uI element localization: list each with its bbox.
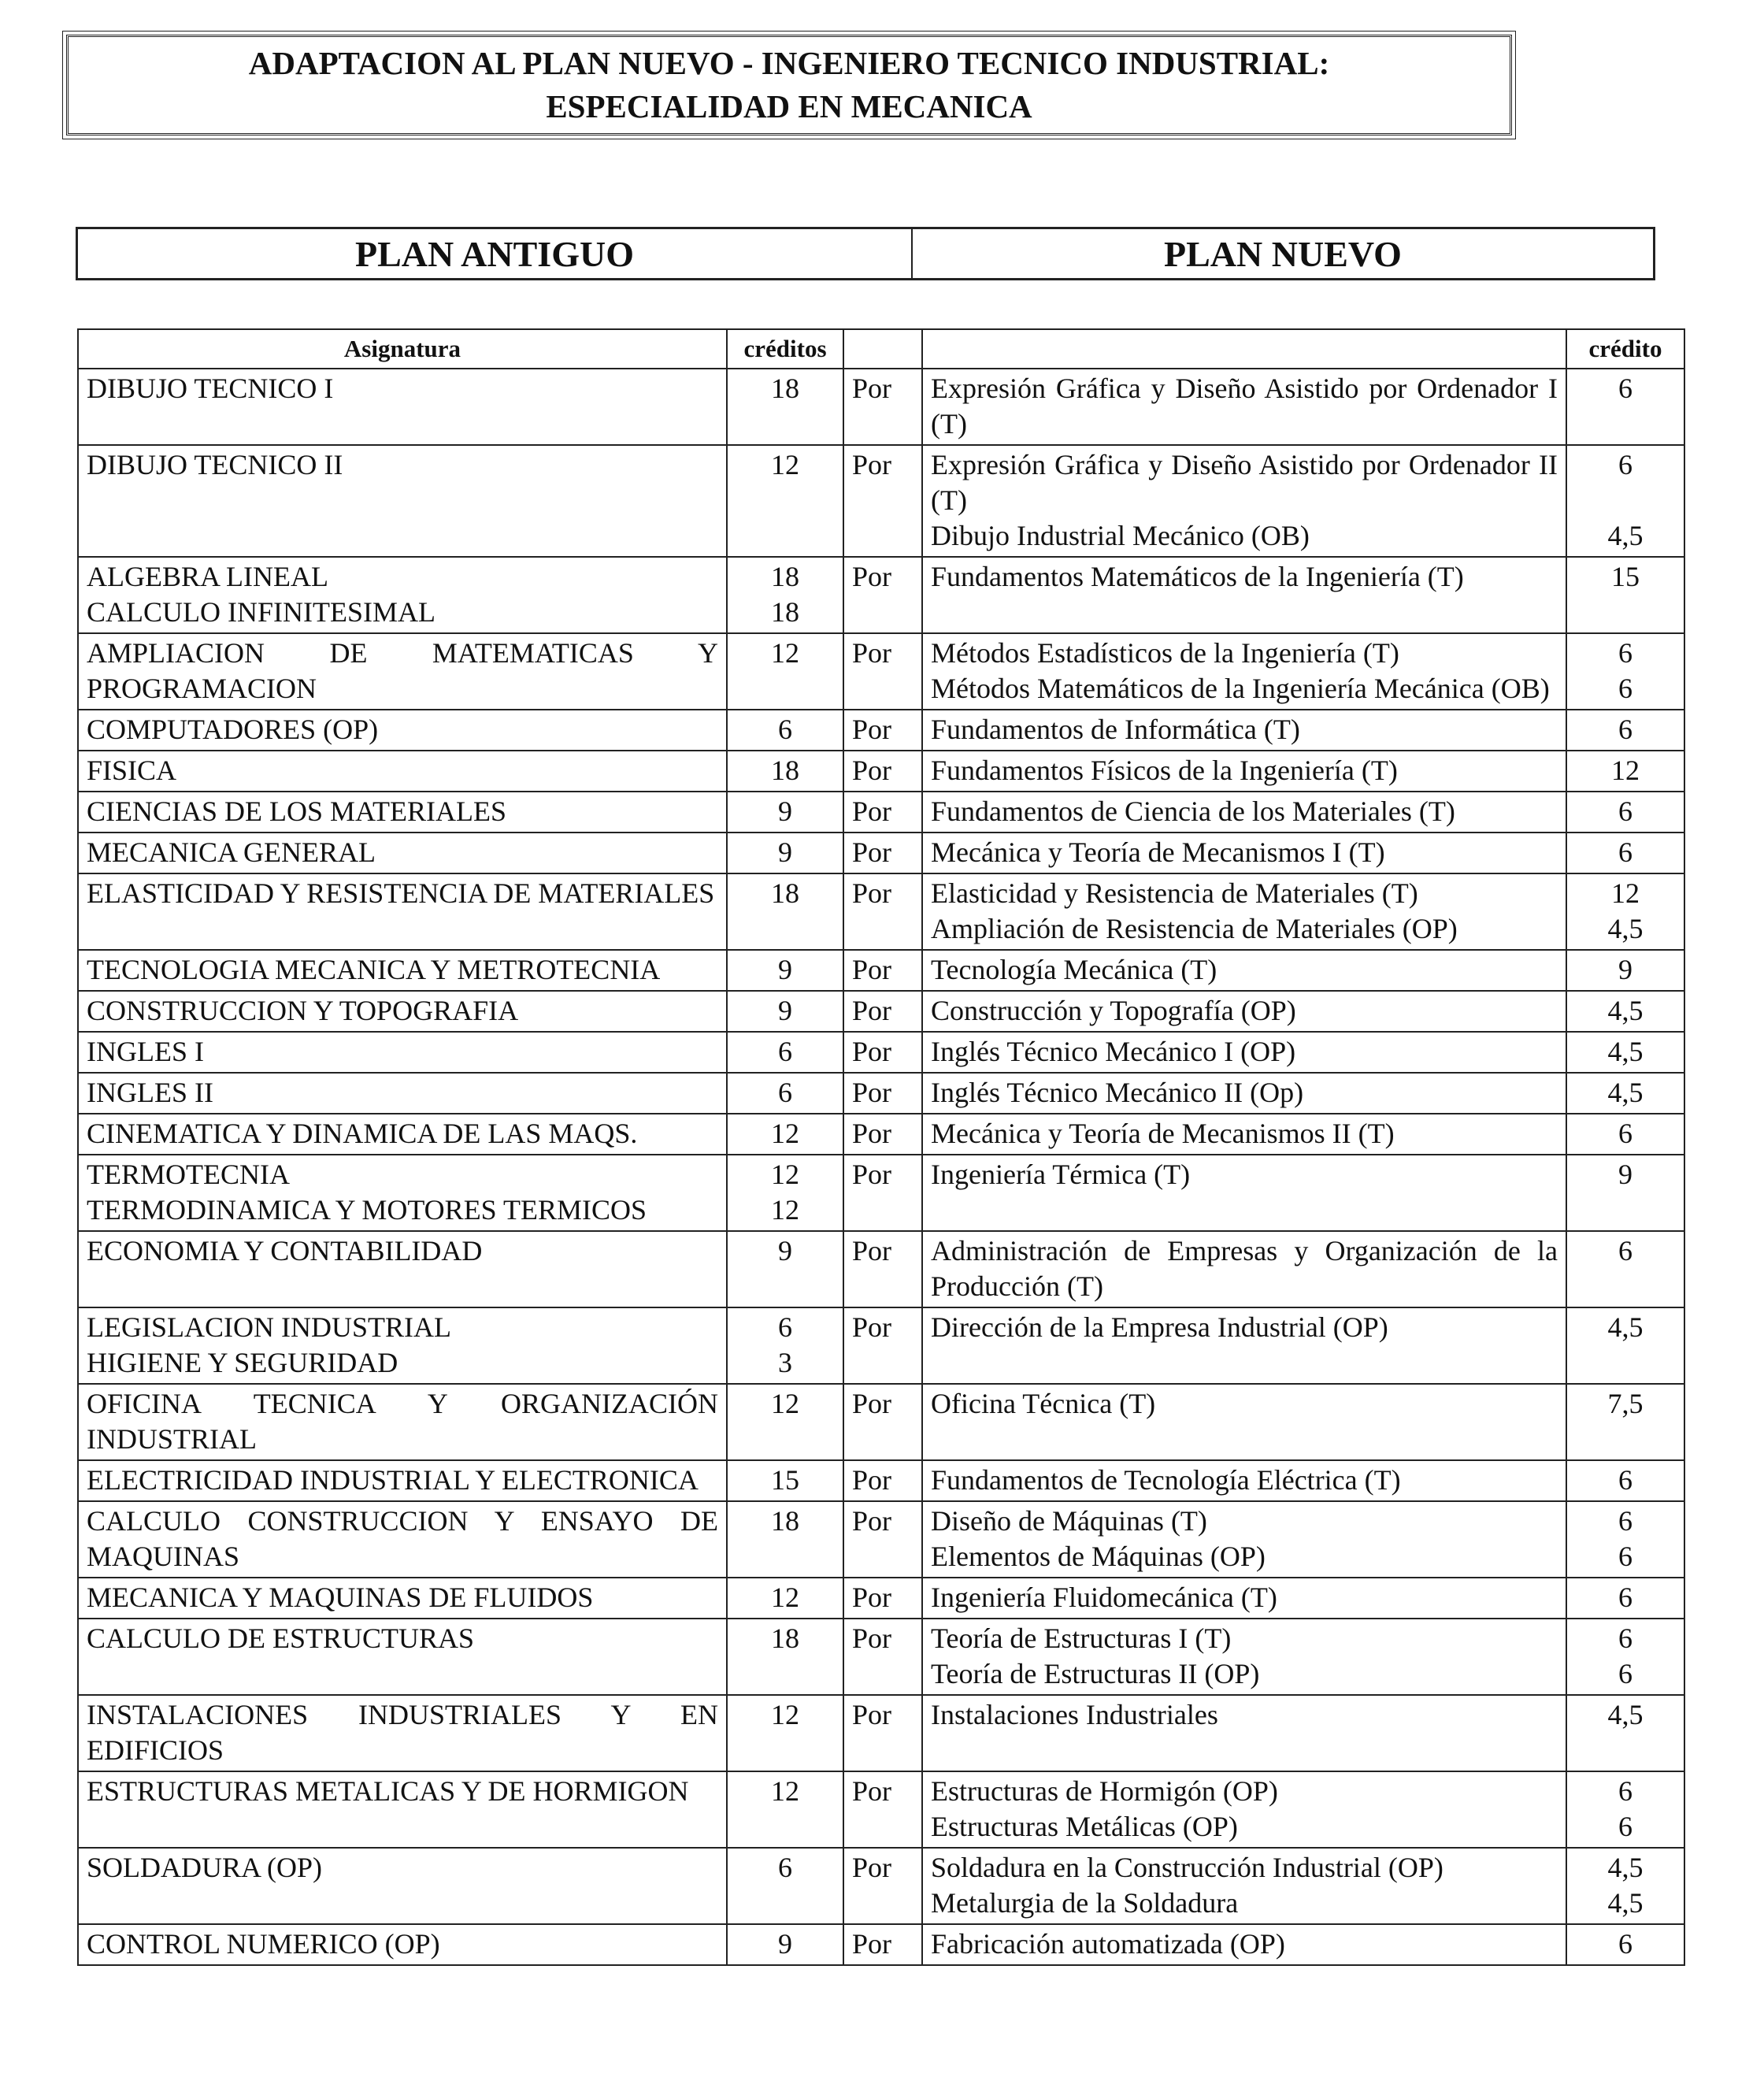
old-subject-cell-line: TERMODINAMICA Y MOTORES TERMICOS [87, 1194, 647, 1226]
new-credits-cell [1566, 1307, 1684, 1384]
table-row [78, 633, 1684, 710]
old-credits-cell-line: 12 [771, 1699, 799, 1730]
por-cell: Por [843, 751, 922, 792]
new-credits-cell-line: 6 [1618, 1622, 1632, 1654]
old-credits-cell [727, 1578, 843, 1619]
new-credits-cell [1566, 1114, 1684, 1155]
old-subject-cell [78, 1848, 727, 1924]
old-subject-cell [78, 1155, 727, 1231]
new-subject-cell [922, 369, 1566, 445]
new-credits-cell [1566, 873, 1684, 950]
table-row [78, 1114, 1684, 1155]
old-credits-cell [727, 1924, 843, 1965]
new-credits-cell [1566, 557, 1684, 633]
new-subject-cell-line: Ingeniería Fluidomecánica (T) [931, 1582, 1277, 1613]
old-credits-cell [727, 369, 843, 445]
old-subject-cell [78, 557, 727, 633]
por-cell: Por [843, 792, 922, 833]
old-credits-cell [727, 792, 843, 833]
new-subject-cell [922, 1848, 1566, 1924]
new-subject-cell-line: Elasticidad y Resistencia de Materiales (T) [931, 877, 1418, 909]
new-subject-cell [922, 950, 1566, 991]
old-subject-cell-line: DIBUJO TECNICO I [87, 373, 334, 404]
new-credits-cell-line: 4,5 [1607, 1852, 1644, 1883]
old-credits-cell [727, 1848, 843, 1924]
old-credits-cell-line: 9 [778, 795, 792, 827]
new-subject-cell-line: Ampliación de Resistencia de Materiales (OP) [931, 913, 1458, 944]
old-subject-cell-line: DIBUJO TECNICO II [87, 449, 343, 480]
old-credits-cell-line: 6 [778, 1311, 792, 1343]
new-credits-cell-line: 6 [1618, 449, 1632, 480]
old-credits-cell-line: 9 [778, 954, 792, 985]
por-cell: Por [843, 1073, 922, 1114]
new-subject-cell [922, 1307, 1566, 1384]
new-subject-cell [922, 1578, 1566, 1619]
old-subject-cell [78, 1771, 727, 1848]
new-credits-cell-line: 6 [1618, 1928, 1632, 1960]
old-credits-cell-line: 9 [778, 1928, 792, 1960]
table-row [78, 792, 1684, 833]
old-credits-cell-line: 3 [778, 1347, 792, 1378]
old-subject-cell-line: ECONOMIA Y CONTABILIDAD [87, 1235, 483, 1266]
new-subject-cell-line: Métodos Estadísticos de la Ingeniería (T) [931, 637, 1399, 669]
new-credits-cell-line: 4,5 [1607, 520, 1644, 551]
new-subject-cell [922, 1155, 1566, 1231]
old-credits-cell-line: 9 [778, 1235, 792, 1266]
table-row [78, 710, 1684, 751]
por-cell: Por [843, 1695, 922, 1771]
new-credits-cell-line: 6 [1618, 795, 1632, 827]
new-credits-cell-line: 6 [1618, 1811, 1632, 1842]
new-credits-cell-line: 4,5 [1607, 1311, 1644, 1343]
old-credits-cell [727, 1501, 843, 1578]
new-credits-cell-line: 6 [1618, 1582, 1632, 1613]
old-subject-cell-line: CALCULO CONSTRUCCION Y ENSAYO DE MAQUINAS [87, 1505, 718, 1572]
new-credits-cell [1566, 1073, 1684, 1114]
old-subject-cell-line: CIENCIAS DE LOS MATERIALES [87, 795, 507, 827]
old-credits-cell-line: 18 [771, 877, 799, 909]
old-subject-cell-line: MECANICA GENERAL [87, 836, 376, 868]
new-subject-cell-line: Dibujo Industrial Mecánico (OB) [931, 520, 1310, 551]
new-credits-cell-line: 9 [1618, 1159, 1632, 1190]
table-row [78, 1073, 1684, 1114]
new-credits-cell [1566, 950, 1684, 991]
old-subject-cell [78, 950, 727, 991]
new-subject-cell-line: Fundamentos de Informática (T) [931, 714, 1300, 745]
old-subject-cell [78, 1695, 727, 1771]
new-credits-cell [1566, 1384, 1684, 1460]
new-credits-cell-line: 6 [1618, 1464, 1632, 1496]
table-row [78, 1501, 1684, 1578]
por-cell: Por [843, 369, 922, 445]
new-subject-cell [922, 1231, 1566, 1307]
table-body [78, 369, 1684, 1965]
old-credits-cell [727, 873, 843, 950]
table-row [78, 833, 1684, 873]
por-cell: Por [843, 1501, 922, 1578]
new-subject-cell-line: Tecnología Mecánica (T) [931, 954, 1217, 985]
por-cell: Por [843, 1384, 922, 1460]
table-row [78, 369, 1684, 445]
new-subject-cell [922, 1114, 1566, 1155]
old-subject-cell-line: FISICA [87, 755, 177, 786]
table-row [78, 991, 1684, 1032]
old-subject-cell [78, 1501, 727, 1578]
new-credits-cell-line: 6 [1618, 1541, 1632, 1572]
old-subject-cell [78, 1578, 727, 1619]
new-subject-cell [922, 1501, 1566, 1578]
new-credits-cell [1566, 369, 1684, 445]
new-credits-cell [1566, 1771, 1684, 1848]
old-subject-cell-line: MECANICA Y MAQUINAS DE FLUIDOS [87, 1582, 594, 1613]
new-subject-cell [922, 1384, 1566, 1460]
old-subject-cell [78, 710, 727, 751]
old-subject-cell [78, 751, 727, 792]
por-cell: Por [843, 1114, 922, 1155]
new-credits-cell [1566, 1848, 1684, 1924]
table-row [78, 1924, 1684, 1965]
por-cell: Por [843, 991, 922, 1032]
old-subject-cell-line: LEGISLACION INDUSTRIAL [87, 1311, 451, 1343]
old-credits-cell [727, 833, 843, 873]
new-credits-cell-line: 12 [1611, 755, 1640, 786]
old-credits-cell [727, 1231, 843, 1307]
por-cell: Por [843, 1619, 922, 1695]
header-creditos: créditos [727, 329, 843, 369]
new-subject-cell [922, 633, 1566, 710]
old-subject-cell [78, 991, 727, 1032]
new-subject-cell-line: Construcción y Topografía (OP) [931, 995, 1296, 1026]
old-credits-cell-line: 18 [771, 561, 799, 592]
new-credits-cell [1566, 991, 1684, 1032]
table-row [78, 1032, 1684, 1073]
old-credits-cell [727, 1460, 843, 1501]
new-subject-cell-line: Oficina Técnica (T) [931, 1388, 1156, 1419]
old-credits-cell-line: 12 [771, 1118, 799, 1149]
old-credits-cell-line: 6 [778, 714, 792, 745]
old-subject-cell-line: HIGIENE Y SEGURIDAD [87, 1347, 398, 1378]
old-subject-cell-line: INGLES II [87, 1077, 213, 1108]
new-credits-cell-line: 6 [1618, 1505, 1632, 1537]
old-subject-cell [78, 1307, 727, 1384]
old-subject-cell [78, 1231, 727, 1307]
header-credito: crédito [1566, 329, 1684, 369]
new-subject-cell-line: Fundamentos de Ciencia de los Materiales (T) [931, 795, 1455, 827]
new-subject-cell-line: Fundamentos Físicos de la Ingeniería (T) [931, 755, 1398, 786]
por-cell: Por [843, 873, 922, 950]
new-credits-cell-line: 12 [1611, 877, 1640, 909]
new-subject-cell-line: Ingeniería Térmica (T) [931, 1159, 1191, 1190]
old-credits-cell-line: 9 [778, 995, 792, 1026]
old-subject-cell [78, 1114, 727, 1155]
new-subject-cell-line: Fundamentos de Tecnología Eléctrica (T) [931, 1464, 1401, 1496]
plan-antiguo-label: PLAN ANTIGUO [78, 229, 913, 278]
old-credits-cell [727, 633, 843, 710]
table-row [78, 1307, 1684, 1384]
old-subject-cell [78, 1384, 727, 1460]
old-credits-cell-line: 18 [771, 373, 799, 404]
old-subject-cell-line: TECNOLOGIA MECANICA Y METROTECNIA [87, 954, 661, 985]
new-credits-cell [1566, 1501, 1684, 1578]
old-subject-cell [78, 792, 727, 833]
new-credits-cell [1566, 633, 1684, 710]
table-row [78, 1155, 1684, 1231]
header-asignatura: Asignatura [78, 329, 727, 369]
old-subject-cell-line: ALGEBRA LINEAL [87, 561, 328, 592]
old-subject-cell [78, 1032, 727, 1073]
old-credits-cell-line: 18 [771, 1622, 799, 1654]
new-subject-cell-line: Estructuras de Hormigón (OP) [931, 1775, 1278, 1807]
table-row [78, 1619, 1684, 1695]
new-subject-cell [922, 1619, 1566, 1695]
por-cell: Por [843, 1771, 922, 1848]
table-row [78, 1695, 1684, 1771]
old-subject-cell [78, 1619, 727, 1695]
old-subject-cell-line: ELASTICIDAD Y RESISTENCIA DE MATERIALES [87, 877, 715, 909]
new-subject-cell-line: Métodos Matemáticos de la Ingeniería Mecánica (OB) [931, 673, 1550, 704]
new-credits-cell [1566, 833, 1684, 873]
por-cell: Por [843, 1848, 922, 1924]
new-subject-cell [922, 1771, 1566, 1848]
new-credits-cell-line: 6 [1618, 1235, 1632, 1266]
new-subject-cell-line: Diseño de Máquinas (T) [931, 1505, 1207, 1537]
old-credits-cell [727, 1695, 843, 1771]
new-subject-cell-line: Soldadura en la Construcción Industrial (OP) [931, 1852, 1443, 1883]
por-cell: Por [843, 1924, 922, 1965]
old-credits-cell [727, 1032, 843, 1073]
old-subject-cell [78, 445, 727, 557]
new-credits-cell-line: 4,5 [1607, 1077, 1644, 1108]
old-subject-cell [78, 1924, 727, 1965]
old-credits-cell-line: 12 [771, 1388, 799, 1419]
por-cell: Por [843, 950, 922, 991]
new-credits-cell [1566, 1231, 1684, 1307]
new-subject-cell [922, 1924, 1566, 1965]
header-new-subject [922, 329, 1566, 369]
por-cell: Por [843, 445, 922, 557]
table-row [78, 1578, 1684, 1619]
new-credits-cell-line: 4,5 [1607, 1887, 1644, 1919]
new-credits-cell [1566, 1924, 1684, 1965]
old-subject-cell-line: CALCULO DE ESTRUCTURAS [87, 1622, 475, 1654]
new-credits-cell-line: 6 [1618, 1118, 1632, 1149]
new-subject-cell-line: Instalaciones Industriales [931, 1699, 1218, 1730]
new-credits-cell-line: 4,5 [1607, 1699, 1644, 1730]
old-credits-cell-line: 6 [778, 1077, 792, 1108]
old-subject-cell-line: INSTALACIONES INDUSTRIALES Y EN EDIFICIOS [87, 1699, 718, 1766]
new-subject-cell-line: Elementos de Máquinas (OP) [931, 1541, 1266, 1572]
old-credits-cell-line: 12 [771, 1159, 799, 1190]
old-credits-cell-line: 18 [771, 1505, 799, 1537]
por-cell: Por [843, 557, 922, 633]
old-subject-cell-line: CINEMATICA Y DINAMICA DE LAS MAQS. [87, 1118, 638, 1149]
new-credits-cell [1566, 445, 1684, 557]
new-subject-cell-line: Fundamentos Matemáticos de la Ingeniería (T) [931, 561, 1464, 592]
new-subject-cell [922, 991, 1566, 1032]
old-subject-cell-line: ELECTRICIDAD INDUSTRIAL Y ELECTRONICA [87, 1464, 699, 1496]
table-row [78, 445, 1684, 557]
old-credits-cell-line: 12 [771, 1194, 799, 1226]
por-cell: Por [843, 1307, 922, 1384]
old-credits-cell [727, 1384, 843, 1460]
new-subject-cell-line: Expresión Gráfica y Diseño Asistido por Ordenador I (T) [931, 373, 1558, 439]
old-subject-cell [78, 1073, 727, 1114]
header-por [843, 329, 922, 369]
old-subject-cell [78, 1460, 727, 1501]
table-row [78, 557, 1684, 633]
new-subject-cell [922, 445, 1566, 557]
new-credits-cell [1566, 710, 1684, 751]
new-subject-cell [922, 873, 1566, 950]
old-subject-cell-line: OFICINA TECNICA Y ORGANIZACIÓN INDUSTRIAL [87, 1388, 718, 1455]
old-credits-cell-line: 9 [778, 836, 792, 868]
old-credits-cell-line: 12 [771, 449, 799, 480]
old-subject-cell [78, 833, 727, 873]
old-credits-cell-line: 12 [771, 1582, 799, 1613]
old-credits-cell-line: 18 [771, 755, 799, 786]
old-credits-cell-line: 18 [771, 596, 799, 628]
new-subject-cell-line: Inglés Técnico Mecánico II (Op) [931, 1077, 1304, 1108]
new-credits-cell [1566, 1032, 1684, 1073]
new-credits-cell-line: 9 [1618, 954, 1632, 985]
old-subject-cell-line: COMPUTADORES (OP) [87, 714, 379, 745]
old-credits-cell [727, 1114, 843, 1155]
por-cell: Por [843, 833, 922, 873]
por-cell: Por [843, 1231, 922, 1307]
new-credits-cell-line: 4,5 [1607, 1036, 1644, 1067]
old-credits-cell [727, 950, 843, 991]
por-cell: Por [843, 1155, 922, 1231]
new-credits-cell-line: 6 [1618, 673, 1632, 704]
old-subject-cell-line: CALCULO INFINITESIMAL [87, 596, 435, 628]
por-cell: Por [843, 1032, 922, 1073]
old-credits-cell [727, 1619, 843, 1695]
new-subject-cell-line: Teoría de Estructuras I (T) [931, 1622, 1232, 1654]
new-subject-cell-line: Teoría de Estructuras II (OP) [931, 1658, 1260, 1689]
new-subject-cell [922, 1032, 1566, 1073]
table-row [78, 1231, 1684, 1307]
por-cell: Por [843, 1578, 922, 1619]
new-credits-cell-line: 15 [1611, 561, 1640, 592]
new-credits-cell [1566, 1619, 1684, 1695]
old-subject-cell-line: ESTRUCTURAS METALICAS Y DE HORMIGON [87, 1775, 689, 1807]
new-subject-cell [922, 1695, 1566, 1771]
new-credits-cell-line: 4,5 [1607, 995, 1644, 1026]
title-line-2: ESPECIALIDAD EN MECANICA [546, 88, 1032, 124]
new-subject-cell-line: Inglés Técnico Mecánico I (OP) [931, 1036, 1296, 1067]
plan-header [76, 227, 1655, 280]
table-row [78, 1771, 1684, 1848]
new-credits-cell [1566, 792, 1684, 833]
new-subject-cell-line: Metalurgia de la Soldadura [931, 1887, 1239, 1919]
new-credits-cell [1566, 1460, 1684, 1501]
table-row [78, 1384, 1684, 1460]
new-credits-cell [1566, 1155, 1684, 1231]
new-credits-cell-line: 6 [1618, 714, 1632, 745]
new-subject-cell-line: Administración de Empresas y Organización de la Producción (T) [931, 1235, 1558, 1302]
new-credits-cell-line: 6 [1618, 637, 1632, 669]
old-subject-cell-line: CONTROL NUMERICO (OP) [87, 1928, 440, 1960]
new-subject-cell-line: Mecánica y Teoría de Mecanismos I (T) [931, 836, 1385, 868]
old-credits-cell [727, 1307, 843, 1384]
new-credits-cell-line: 6 [1618, 836, 1632, 868]
old-subject-cell-line: TERMOTECNIA [87, 1159, 290, 1190]
old-subject-cell-line: INGLES I [87, 1036, 204, 1067]
old-credits-cell-line: 6 [778, 1036, 792, 1067]
new-subject-cell [922, 710, 1566, 751]
new-credits-cell-line: 7,5 [1607, 1388, 1644, 1419]
old-credits-cell [727, 1155, 843, 1231]
por-cell: Por [843, 1460, 922, 1501]
old-subject-cell [78, 369, 727, 445]
new-credits-cell-line: 6 [1618, 1775, 1632, 1807]
title-line-1: ADAPTACION AL PLAN NUEVO - INGENIERO TECNICO INDUSTRIAL: [248, 45, 1330, 81]
table-row [78, 873, 1684, 950]
old-subject-cell [78, 873, 727, 950]
new-subject-cell [922, 1460, 1566, 1501]
new-subject-cell [922, 751, 1566, 792]
old-credits-cell [727, 751, 843, 792]
table-row [78, 751, 1684, 792]
new-subject-cell [922, 1073, 1566, 1114]
old-credits-cell [727, 1771, 843, 1848]
new-subject-cell [922, 557, 1566, 633]
new-credits-cell [1566, 1695, 1684, 1771]
new-credits-cell-line: 4,5 [1607, 913, 1644, 944]
old-credits-cell [727, 1073, 843, 1114]
old-subject-cell-line: SOLDADURA (OP) [87, 1852, 323, 1883]
table-row [78, 950, 1684, 991]
old-subject-cell [78, 633, 727, 710]
old-credits-cell [727, 991, 843, 1032]
new-credits-cell-line: 6 [1618, 373, 1632, 404]
table-header-row [78, 329, 1684, 369]
old-subject-cell-line: AMPLIACION DE MATEMATICAS Y PROGRAMACION [87, 637, 718, 704]
table-row [78, 1848, 1684, 1924]
new-subject-cell-line: Estructuras Metálicas (OP) [931, 1811, 1238, 1842]
old-credits-cell [727, 710, 843, 751]
new-subject-cell-line: Expresión Gráfica y Diseño Asistido por Ordenador II (T) [931, 449, 1558, 516]
new-credits-cell-line: 6 [1618, 1658, 1632, 1689]
new-subject-cell [922, 792, 1566, 833]
old-credits-cell [727, 445, 843, 557]
new-subject-cell [922, 833, 1566, 873]
document-title [66, 35, 1512, 135]
adaptation-table [77, 328, 1685, 1966]
new-subject-cell-line: Dirección de la Empresa Industrial (OP) [931, 1311, 1388, 1343]
old-credits-cell-line: 6 [778, 1852, 792, 1883]
new-subject-cell-line: Fabricación automatizada (OP) [931, 1928, 1285, 1960]
por-cell: Por [843, 710, 922, 751]
new-subject-cell-line: Mecánica y Teoría de Mecanismos II (T) [931, 1118, 1395, 1149]
old-subject-cell-line: CONSTRUCCION Y TOPOGRAFIA [87, 995, 519, 1026]
old-credits-cell-line: 12 [771, 1775, 799, 1807]
new-credits-cell [1566, 1578, 1684, 1619]
new-credits-cell-line [1575, 483, 1676, 518]
old-credits-cell [727, 557, 843, 633]
old-credits-cell-line: 15 [771, 1464, 799, 1496]
por-cell: Por [843, 633, 922, 710]
new-credits-cell [1566, 751, 1684, 792]
old-credits-cell-line: 12 [771, 637, 799, 669]
table-row [78, 1460, 1684, 1501]
plan-nuevo-label: PLAN NUEVO [1164, 233, 1402, 274]
